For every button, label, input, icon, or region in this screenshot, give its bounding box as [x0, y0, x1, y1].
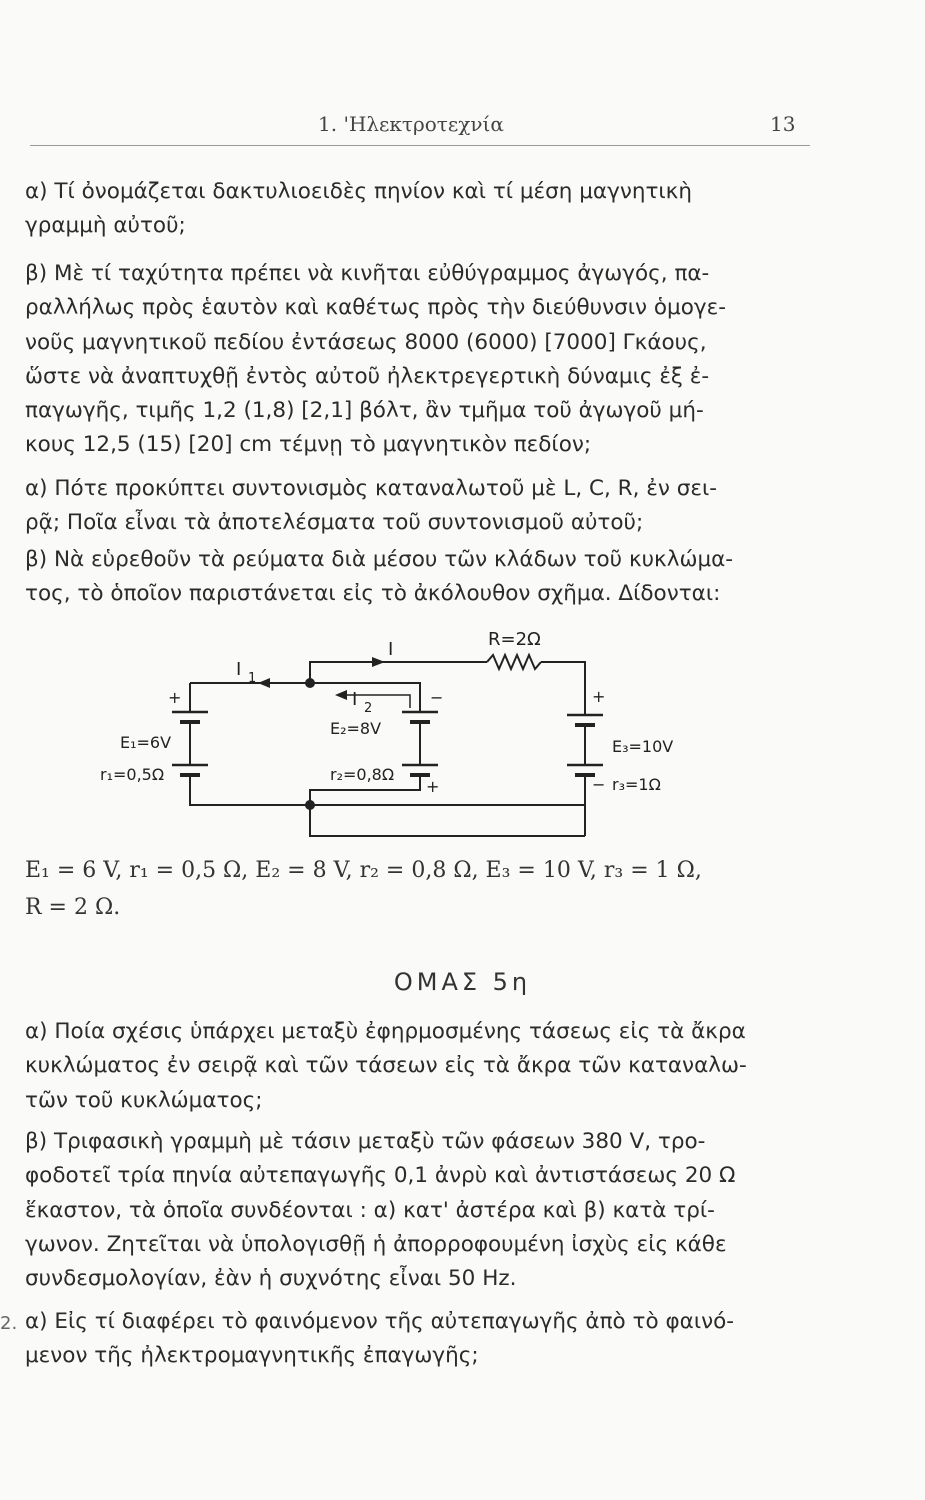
label-e3: E₃=10V: [612, 737, 674, 756]
question-4a: [25, 1305, 815, 1374]
arrow-i: [372, 657, 385, 667]
junction-dot-top: [305, 678, 315, 688]
text-line: γραμμὴ αὐτοῦ;: [25, 213, 186, 239]
label-e2: E₂=8V: [330, 719, 382, 738]
top-wire-left: [310, 662, 487, 683]
label-i2-sub: 2: [364, 701, 373, 716]
text-line: ραλλήλως πρὸς ἑαυτὸν καὶ καθέτως πρὸς τὴν διεύθυνσιν ὁμογε-: [25, 295, 726, 321]
question-2a: [25, 472, 815, 541]
text-line: α) Πότε προκύπτει συντονισμὸς καταναλωτοῦ μὲ L, C, R, ἐν σει-: [25, 476, 718, 501]
group-title: ΟΜΑΣ 5η: [393, 968, 532, 996]
label-r: R=2Ω: [488, 629, 541, 650]
label-i1-sub: 1: [248, 671, 257, 686]
label-i: I: [388, 639, 394, 660]
circuit-diagram: [0, 620, 925, 850]
text-line: μενον τῆς ἠλεκτρομαγνητικῆς ἐπαγωγῆς;: [25, 1343, 479, 1369]
text-line: κυκλώματος ἐν σειρᾷ καὶ τῶν τάσεων εἰς τὰ ἄκρα τῶν καταναλω-: [25, 1053, 747, 1079]
minus-r3: −: [592, 775, 606, 794]
text-line: ὥστε νὰ ἀναπτυχθῇ ἐντὸς αὐτοῦ ἠλεκτρεγερτικὴ δύναμις ἐξ ἐ-: [25, 363, 710, 389]
label-r1: r₁=0,5Ω: [100, 765, 165, 784]
text-line: ρᾷ; Ποῖα εἶναι τὰ ἀποτελέσματα τοῦ συντονισμοῦ αὐτοῦ;: [25, 510, 644, 536]
header-rule: [30, 145, 810, 146]
question-3a: [25, 1015, 815, 1118]
question-1a: [25, 175, 815, 244]
resistor-r: [487, 655, 541, 669]
text-line: νοῦς μαγνητικοῦ πεδίου ἐντάσεως 8000 (6000) [7000] Γκάους,: [25, 329, 707, 355]
text-line: γωνον. Ζητεῖται νὰ ὑπολογισθῇ ἡ ἀπορροφουμένη ἰσχὺς εἰς κάθε: [25, 1231, 727, 1257]
question-1b: [25, 257, 815, 463]
text-line: α) Τί ὀνομάζεται δακτυλιοειδὲς πηνίον καὶ τί μέση μαγνητικὴ: [25, 179, 692, 204]
text-line: ἕκαστον, τὰ ὁποῖα συνδέονται : α) κατ' ἀστέρα καὶ β) κατὰ τρί-: [25, 1197, 715, 1223]
page-header: [0, 112, 925, 142]
label-e1: E₁=6V: [120, 733, 172, 752]
question-number-2: 2.: [0, 1313, 18, 1334]
chapter-title: 1. 'Ηλεκτροτεχνία: [318, 112, 504, 136]
given-line-2: R = 2 Ω.: [25, 895, 121, 920]
text-line: συνδεσμολογίαν, ἐὰν ἡ συχνότης εἶναι 50 Hz.: [25, 1266, 517, 1292]
label-i1: I: [236, 659, 242, 680]
text-line: κους 12,5 (15) [20] cm τέμνῃ τὸ μαγνητικὸν πεδίον;: [25, 432, 592, 458]
text-line: τῶν τοῦ κυκλώματος;: [25, 1087, 263, 1113]
text-line: φοδοτεῖ τρία πηνία αὐτεπαγωγῆς 0,1 ἀνρὺ καὶ ἀντιστάσεως 20 Ω: [25, 1163, 736, 1189]
plus-e1: +: [168, 688, 182, 707]
given-line-1: E₁ = 6 V, r₁ = 0,5 Ω, E₂ = 8 V, r₂ = 0,8 Ω, E₃ = 10 V, r₃ = 1 Ω,: [25, 858, 702, 883]
given-values: [25, 852, 825, 926]
plus-r2: +: [426, 777, 440, 796]
arrow-i2: [335, 690, 347, 700]
label-r3: r₃=1Ω: [612, 775, 661, 794]
text-line: β) Μὲ τί ταχύτητα πρέπει νὰ κινῆται εὐθύγραμμος ἀγωγός, πα-: [25, 261, 710, 286]
minus-e2: −: [430, 688, 444, 707]
text-line: β) Νὰ εὑρεθοῦν τὰ ρεύματα διὰ μέσου τῶν κλάδων τοῦ κυκλώμα-: [25, 547, 734, 572]
top-wire-right: [541, 662, 585, 715]
junction-wire: [190, 683, 420, 712]
text-line: α) Ποία σχέσις ὑπάρχει μεταξὺ ἐφηρμοσμένης τάσεως εἰς τὰ ἄκρα: [25, 1019, 746, 1044]
question-3b: [25, 1125, 815, 1296]
page-number: 13: [770, 112, 796, 136]
label-r2: r₂=0,8Ω: [330, 765, 395, 784]
text-line: α) Εἰς τί διαφέρει τὸ φαινόμενον τῆς αὐτεπαγωγῆς ἀπὸ τὸ φαινό-: [25, 1309, 735, 1334]
text-line: παγωγῆς, τιμῆς 1,2 (1,8) [2,1] βόλτ, ἂν τμῆμα τοῦ ἀγωγοῦ μή-: [25, 398, 704, 424]
plus-e3: +: [592, 687, 606, 706]
arrow-i1: [258, 678, 270, 688]
question-2b: [25, 543, 815, 612]
label-i2: I: [352, 689, 358, 710]
junction-dot-bottom: [305, 800, 315, 810]
text-line: β) Τριφασικὴ γραμμὴ μὲ τάσιν μεταξὺ τῶν φάσεων 380 V, τρο-: [25, 1129, 706, 1154]
text-line: τος, τὸ ὁποῖον παριστάνεται εἰς τὸ ἀκόλουθον σχῆμα. Δίδονται:: [25, 581, 721, 607]
